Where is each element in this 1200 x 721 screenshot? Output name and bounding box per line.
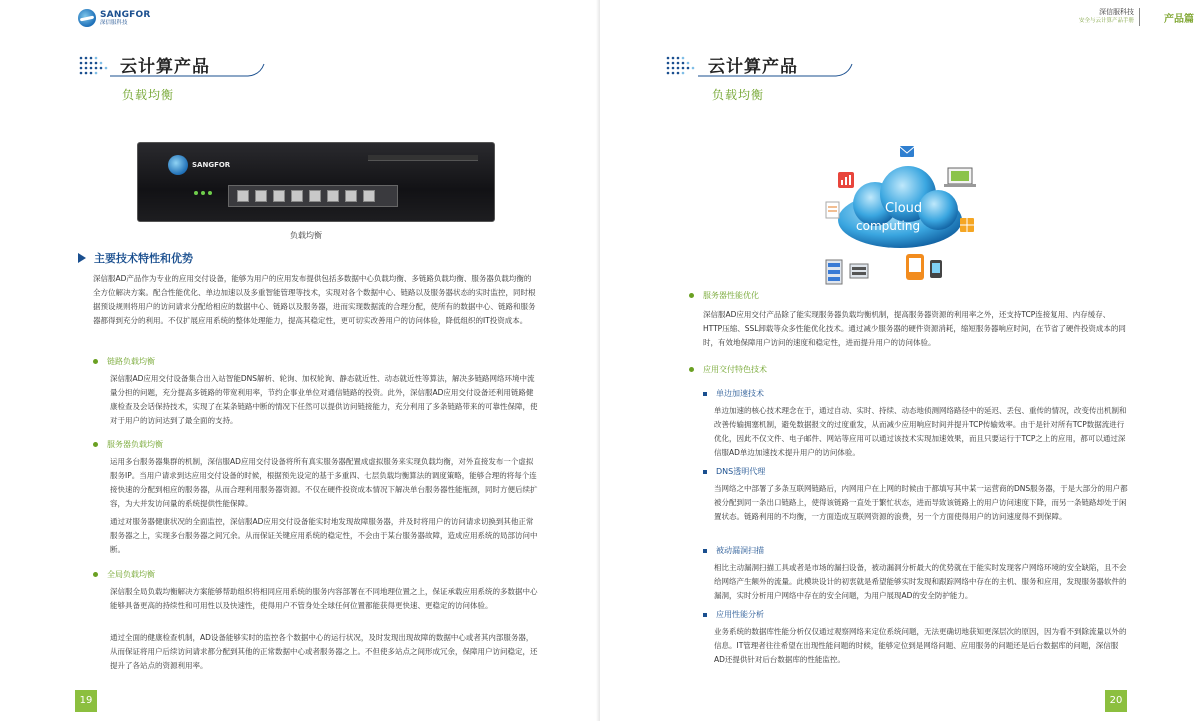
section-subtitle: 负载均衡 [122,88,175,102]
sub-bullet-title: 单边加速技术 [716,389,764,398]
sub-bullet-title: DNS透明代理 [716,467,766,476]
image-caption: 负载均衡 [290,231,322,240]
chart-icon [838,172,854,188]
bullet-title: 应用交付特色技术 [703,365,767,374]
acceleration-paragraph: 单边加速的核心技术理念在于，通过自动、实时、持续、动态地侦测网络路径中的延迟、丢包、重传的情况，改变传出机制和改善传输拥塞机制，避免数据报文的过度重发，从而减少应用响应时间并提升TCP传输效率。由于是针对所有TCP数据流进行优化，因此不仅文件、电子邮件、网站等应用可以通过该技术实现加速效果，而且只要运行于TCP之上的应用，都可以通过深信服AD单边加速技术提升用户的访问体验。 [714,406,1127,457]
bullet-title: 服务器性能优化 [703,291,759,300]
global-lb-paragraph-1: 深信服全局负载均衡解决方案能够帮助组织将相同应用系统的服务内容部署在不同地理位置之上，保证承载应用系统的多数据中心能够具备更高的持续性和可用性以及快速性，使得用户不管身处全球任何位置都能获得更快速、更稳定的访问体验。 [110,587,538,610]
device-strip [368,155,478,161]
section-subtitle: 负载均衡 [712,88,765,102]
cloud-label-2: computing [856,219,921,233]
sub-bullet-passive-scan [703,545,764,556]
page-number: 19 [75,690,97,712]
sub-bullet-acceleration [703,388,764,399]
bullet-dot-icon [93,442,98,447]
bullet-dot-icon [93,572,98,577]
bullet-global-lb [93,569,155,580]
bullet-dot-icon [689,367,694,372]
page-number: 20 [1105,690,1127,712]
square-bullet-icon [703,470,707,474]
header-category: 产品篇 [1164,14,1194,25]
global-lb-paragraph-2: 通过全面的健康检查机制，AD设备能够实时的监控各个数据中心的运行状况，及时发现出现故障的数据中心或者其内部服务器，从而保证将用户后续访问请求都分配到其他的正常数据中心或者服务器之上。不但使多站点之间形成冗余，保障用户访问稳定，还提升了各站点的资源利用率。 [110,633,538,670]
square-bullet-icon [703,613,707,617]
app-performance-paragraph: 业务系统的数据库性能分析仅仅通过观察网络来定位系统问题，无法更确切地获知更深层次的原因，因为看不到除流量以外的信息。IT管理者往往希望在出现性能问题的时候，能够定位到是网络问题、应用服务的问题还是后台数据库的问题，深信服AD还提供针对后台数据库的性能监控。 [714,627,1127,664]
triangle-bullet-icon [78,253,86,263]
logo-cn: 深信服科技 [100,19,128,26]
server-rack-icon [850,264,868,278]
sangfor-logo [78,9,151,27]
passive-scan-paragraph: 相比主动漏洞扫描工具或者是市场的漏扫设备，被动漏洞分析最大的优势就在于能实时发现客户网络环境的安全缺陷，且不会给网络产生额外的流量。此模块设计的初衷就是希望能够实时发现和跟踪网络中存在的主机、服务和应用，发现服务器软件的漏洞，实时分析用户网络中存在的安全问题，为用户展现AD的安全防护能力。 [714,563,1127,600]
server-icon [826,260,842,284]
bullet-delivery-tech [689,364,767,375]
cloud-label-1: Cloud [885,201,923,216]
bullet-dot-icon [93,359,98,364]
sub-bullet-title: 被动漏洞扫描 [716,546,764,555]
device-label: SANGFOR [192,161,231,169]
bullet-link-lb [93,356,155,367]
dot-grid-icon [78,55,108,77]
logo-en: SANGFOR [100,9,151,20]
feature-heading [78,250,193,266]
bullet-server-optimization [689,290,759,301]
header-brand: 深信服科技 [1099,8,1134,16]
header-separator [1139,8,1140,26]
section-title: 云计算产品 [120,57,210,77]
title-underline [696,62,856,80]
bullet-server-lb [93,439,163,450]
right-header [1079,8,1134,25]
device-leds [194,191,212,195]
phone-icon [906,254,924,280]
title-underline [108,62,268,80]
link-lb-paragraph: 深信服AD应用交付设备集合出入站智能DNS解析、轮询、加权轮询、静态就近性、动态就近性等算法，解决多链路网络环境中流量分担的问题，充分提高多链路的带宽利用率，节约企事业单位对通信链路的投资。此外，深信服AD应用交付设备还利用链路健康检查及会话保持技术，实现了在某条链路中断的情况下任然可以提供访问链接能力，充分利用了多条链路带来的可靠性保障，使对于用户的访问达到了最全面的支持。 [110,374,538,425]
dot-grid-icon [665,55,695,77]
server-lb-paragraph-2: 通过对服务器健康状况的全面监控，深信服AD应用交付设备能实时地发现故障服务器，并及时将用户的访问请求切换到其他正常服务器之上，实现多台服务器之间冗余。从而保证关键应用系统的稳定性，不会由于某台服务器故障，造成应用系统的局部访问中断。 [110,517,538,554]
square-bullet-icon [703,392,707,396]
dns-proxy-paragraph: 当网络之中部署了多条互联网链路后，内网用户在上网的时候由于都填写其中某一运营商的DNS服务器，于是大部分的用户都被分配到同一条出口链路上，使得该链路一直处于繁忙状态，进而导致该链路上的用户访问速度下降，而另一条链路却处于闲置状态。链路利用的不均衡，一方面造成互联网资源的浪费，另一个方面使得用户的访问速度得不到保障。 [714,484,1128,521]
intro-paragraph: 深信服AD产品作为专业的应用交付设备，能够为用户的应用发布提供包括多数据中心负载均衡、多链路负载均衡、服务器负载均衡的全方位解决方案。配合性能优化、单边加速以及多重智能管理等技术，实现对各个数据中心、链路以及服务器状态的实时监控，同时根据预设规则将用户的访问请求分配给相应的数据中心、链路以及服务器，进而实现数据流的合理分配，使所有的数据中心、链路和服务器都得到充分的利用。不仅扩展应用系统的整体处理能力，提高其稳定性，更可切实改善用户的访问体验，降低组织的IT投资成本。 [93,274,536,325]
device-port-panel [228,185,398,207]
cloud-computing-illustration [810,142,990,292]
header-subtitle: 安全与云计算产品手册 [1078,18,1134,24]
section-title: 云计算产品 [708,57,798,77]
server-optimization-paragraph: 深信服AD应用交付产品除了能实现服务器负载均衡机制，提高服务器资源的利用率之外，还支持TCP连接复用、内存缓存、HTTP压缩、SSL卸载等众多性能优化技术。通过减少服务器的硬件资源消耗，缩短服务器响应时间，在节省了硬件投资成本的同时，有效地保障用户访问的速度和稳定性，进而提升用户的访问体验。 [703,310,1126,347]
feature-heading-text: 主要技术特性和优势 [94,252,193,265]
handheld-icon [930,260,942,278]
sub-bullet-dns-proxy [703,466,765,477]
bullet-dot-icon [689,293,694,298]
bullet-title: 链路负载均衡 [107,357,155,366]
device-logo-icon [168,155,188,175]
bullet-title: 服务器负载均衡 [107,440,163,449]
laptop-icon [944,168,976,187]
bullet-title: 全局负载均衡 [107,570,155,579]
grid-icon [960,218,974,232]
mail-icon [900,146,914,157]
sangfor-globe-icon [78,9,96,27]
right-page [600,0,1200,721]
document-icon [826,202,839,218]
server-lb-paragraph-1: 运用多台服务器集群的机制，深信服AD应用交付设备将所有真实服务器配置成虚拟服务来实现负载均衡，对外直接发布一个虚拟服务IP。当用户请求到达应用交付设备的时候，根据预先设定的基于多重四、七层负载均衡算法的调度策略，能够合理的将每个连接快速的分配到相应的服务器，从而合理利用服务器资源。不仅在硬件投资成本情况下解决单台服务器性能瓶颈，同时方便后续扩容，为大并发访问量的系统提供性能保障。 [110,457,538,508]
square-bullet-icon [703,549,707,553]
sub-bullet-app-performance [703,609,764,620]
sub-bullet-title: 应用性能分析 [716,610,764,619]
load-balancer-device-image [137,142,495,222]
